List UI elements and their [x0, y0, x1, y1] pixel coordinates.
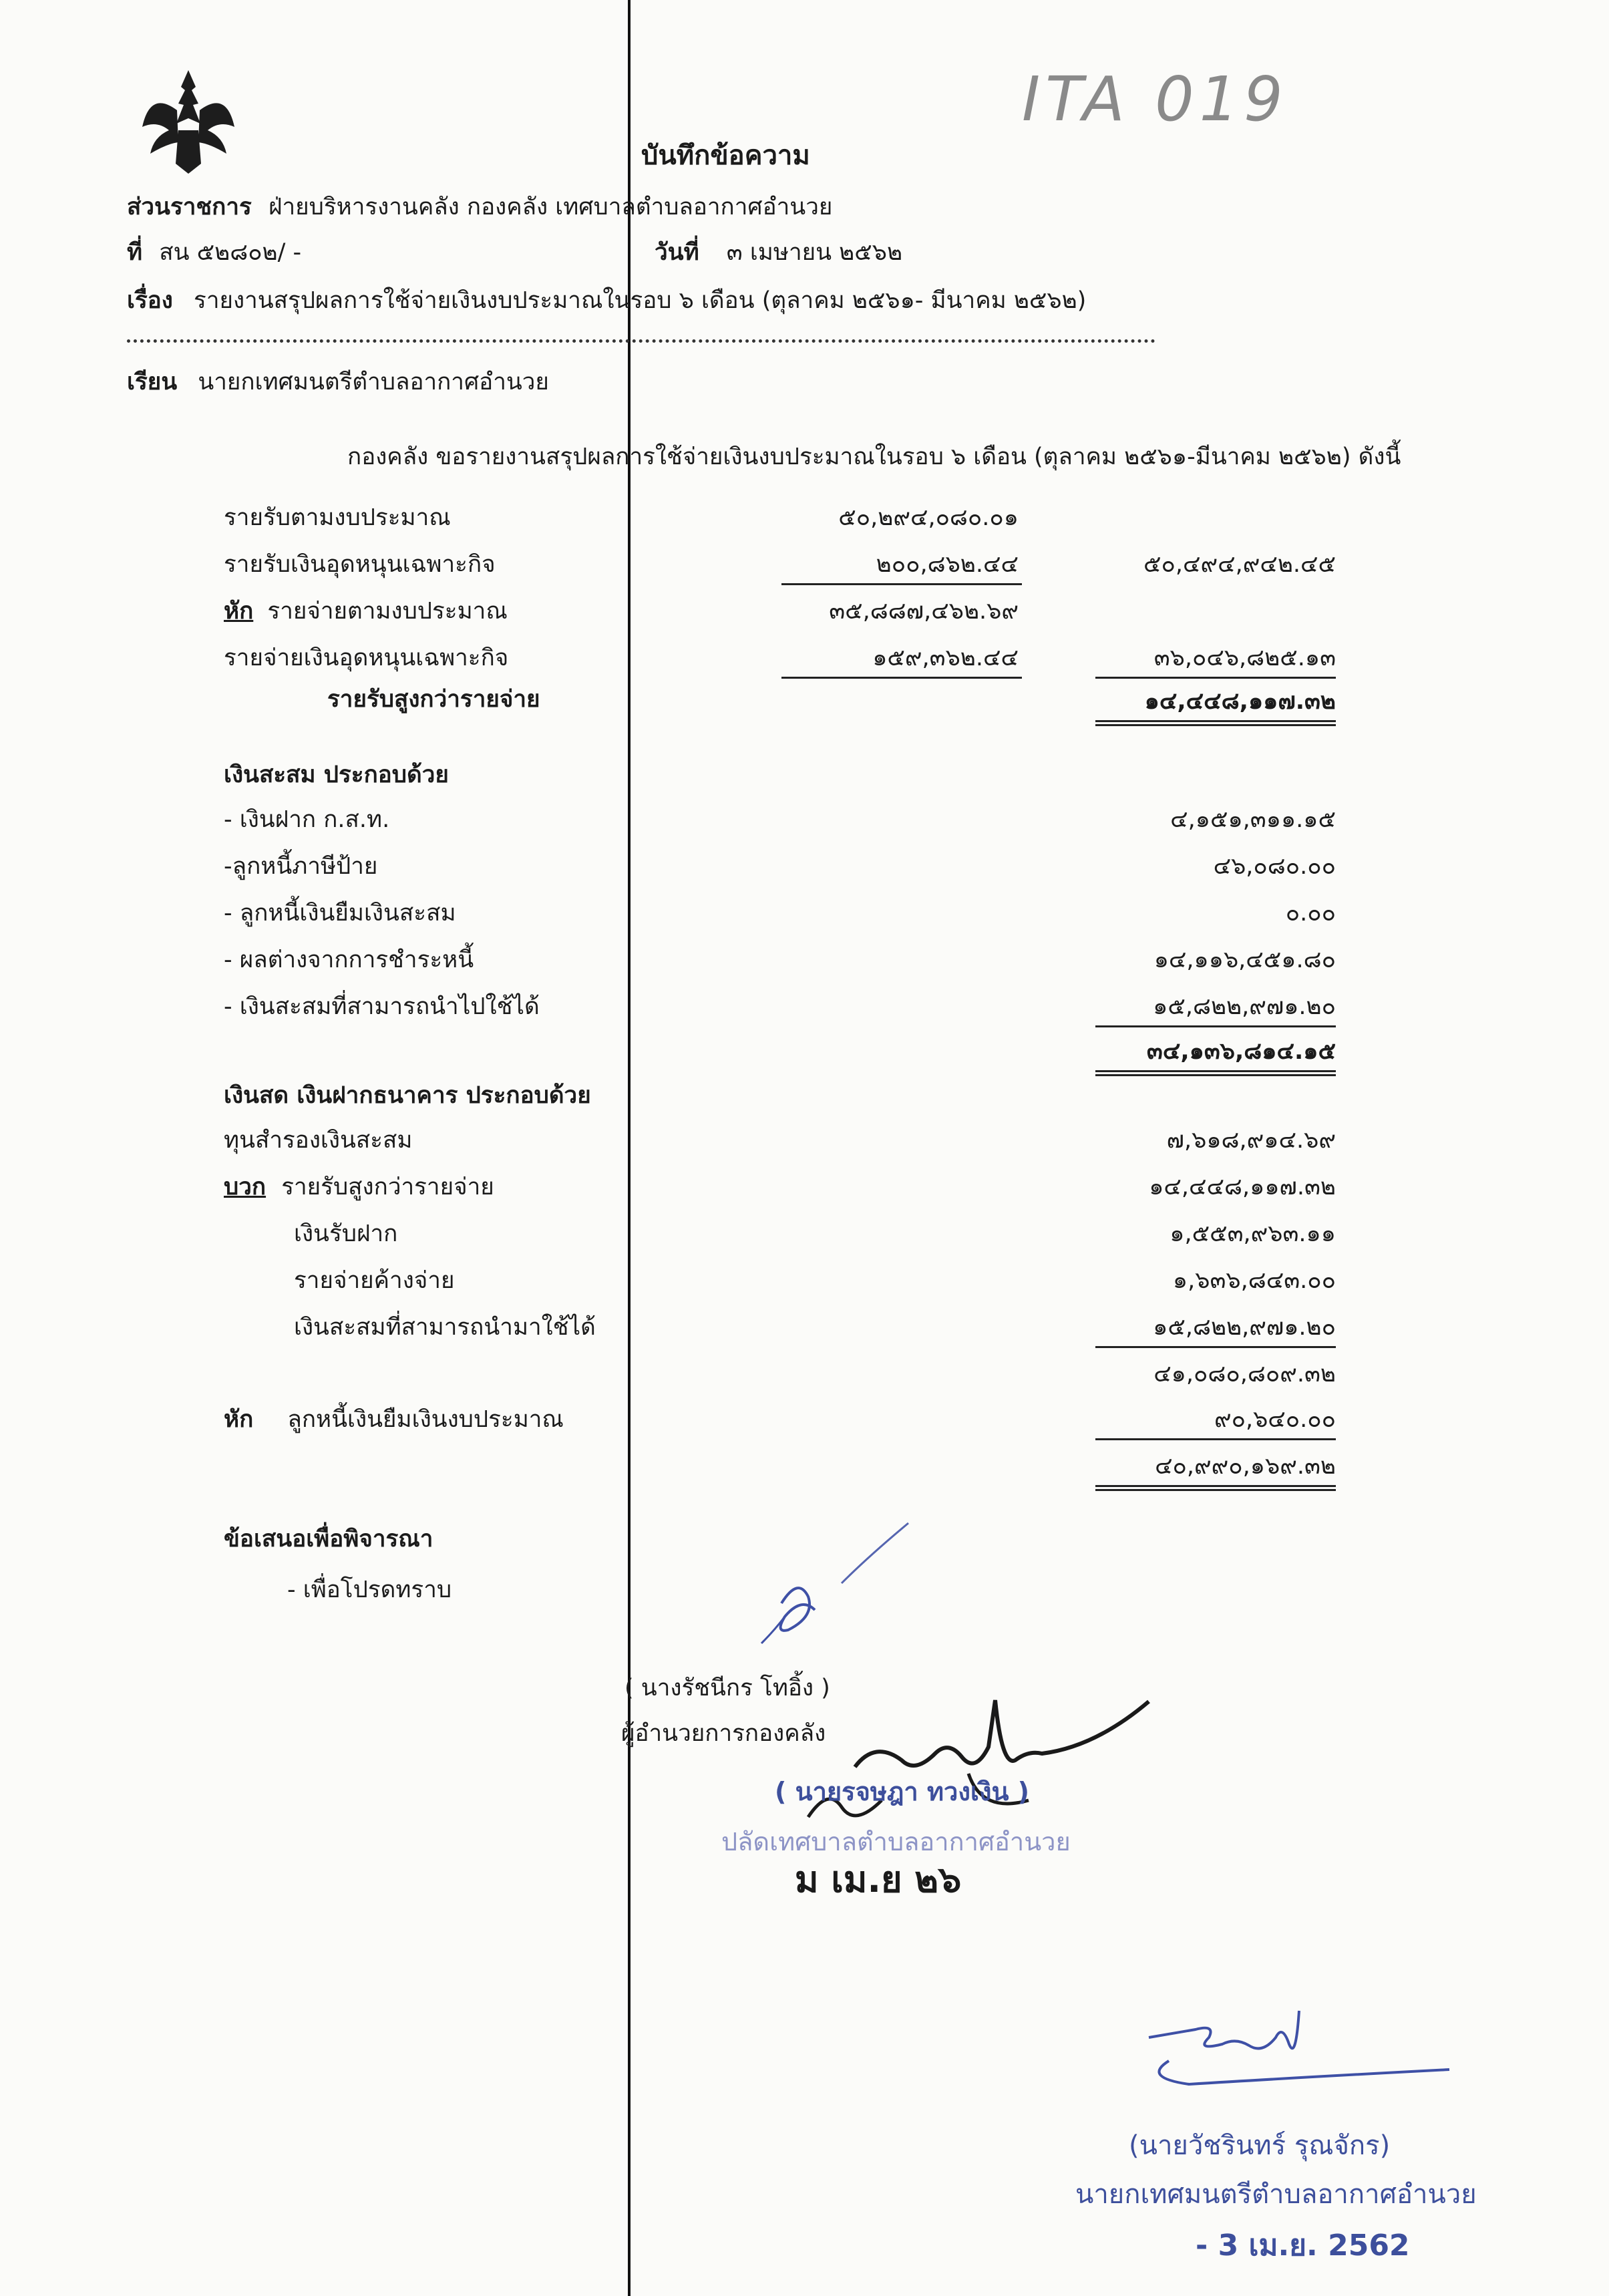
summary-total-double-underline	[1095, 720, 1336, 726]
savings-item-label: - เงินสะสมที่สามารถนำไปใช้ได้	[224, 993, 540, 1020]
signer1-position: ผู้อำนวยการกองคลัง	[621, 1720, 826, 1747]
proposal-heading: ข้อเสนอเพื่อพิจารณา	[224, 1526, 433, 1552]
stamp-name: ( นายรจษฎา ทวงเงิน )	[775, 1777, 1030, 1806]
savings-total-double-underline	[1095, 1070, 1336, 1076]
intro-paragraph: กองคลัง ขอรายงานสรุปผลการใช้จ่ายเงินงบประมาณในรอบ ๖ เดือน (ตุลาคม ๒๕๖๑-มีนาคม ๒๕๖๒) ดังนี้	[347, 444, 1401, 470]
cash-reserve-value: ๗,๖๑๘,๙๑๔.๖๙	[1166, 1127, 1336, 1154]
stamp-position: ปลัดเทศบาลตำบลอากาศอำนวย	[721, 1827, 1071, 1856]
summary-total-value: ๑๔,๔๔๘,๑๑๗.๓๒	[1144, 688, 1336, 715]
signature-director-icon	[735, 1516, 922, 1663]
cash-deduct-prefix: หัก	[224, 1406, 254, 1433]
deduct-prefix: หัก	[224, 598, 254, 625]
savings-item-label: - เงินฝาก ก.ส.ท.	[224, 806, 390, 833]
summary-row-label: รายจ่ายตามงบประมาณ	[267, 598, 508, 625]
signature-deputy-icon	[748, 1687, 1162, 1834]
savings-item-label: -ลูกหนี้ภาษีป้าย	[224, 853, 378, 880]
cash-deduct-line	[224, 1405, 564, 1434]
cash-sub-item-value: ๑๕,๘๒๒,๙๗๑.๒๐	[1153, 1314, 1336, 1341]
summary-row-col1: ๒๐๐,๘๖๒.๔๔	[876, 551, 1019, 578]
handwritten-code: ITA 019	[1022, 63, 1288, 135]
savings-item-label: - ลูกหนี้เงินยืมเงินสะสม	[224, 900, 456, 927]
agency-label: ส่วนราชการ	[127, 194, 252, 220]
cash-heading: เงินสด เงินฝากธนาคาร ประกอบด้วย	[224, 1082, 591, 1109]
savings-heading: เงินสะสม ประกอบด้วย	[224, 762, 449, 788]
date-label: วันที่	[655, 239, 699, 266]
to-value: นายกเทศมนตรีตำบลอากาศอำนวย	[198, 369, 549, 395]
ref-value: สน ๕๒๘๐๒/ -	[159, 239, 302, 266]
cash-deduct-label: ลูกหนี้เงินยืมเงินงบประมาณ	[287, 1406, 564, 1433]
col1-underline	[781, 677, 1022, 679]
summary-row-label: รายรับเงินอุดหนุนเฉพาะกิจ	[224, 551, 496, 578]
cash-total-double-underline	[1095, 1485, 1336, 1491]
savings-item-value: ๔,๑๕๑,๓๑๑.๑๕	[1170, 806, 1336, 833]
proposal-item: - เพื่อโปรดทราบ	[287, 1577, 452, 1603]
signer2-name: (นายวัชรินทร์ รุณจักร)	[1129, 2130, 1391, 2161]
cash-sub-item-value: ๑,๖๓๖,๘๔๓.๐๐	[1172, 1267, 1336, 1294]
cash-add-line	[224, 1172, 494, 1202]
add-prefix: บวก	[224, 1174, 266, 1200]
subject-value: รายงานสรุปผลการใช้จ่ายเงินงบประมาณในรอบ ๖ เดือน (ตุลาคม ๒๕๖๑- มีนาคม ๒๕๖๒)	[194, 287, 1087, 314]
signer2-date: - 3 เม.ย. 2562	[1196, 2229, 1410, 2263]
summary-row-label: รายรับตามงบประมาณ	[224, 504, 451, 531]
summary-row-col1: ๑๕๙,๓๖๒.๔๔	[872, 645, 1019, 671]
savings-item-value: ๑๔,๑๑๖,๔๕๑.๘๐	[1153, 947, 1336, 973]
cash-total: ๔๐,๙๙๐,๑๖๙.๓๒	[1155, 1453, 1336, 1480]
page-title: บันทึกข้อความ	[641, 140, 810, 171]
stamp-handwritten-date: ม เม.ย ๒๖	[795, 1858, 962, 1901]
signature-mayor-icon	[1122, 1997, 1456, 2104]
savings-item-value: ๐.๐๐	[1285, 900, 1336, 927]
col2-underline	[1095, 677, 1336, 679]
summary-total-label: รายรับสูงกว่ารายจ่าย	[327, 686, 540, 713]
savings-underline	[1095, 1025, 1336, 1027]
ref-line	[127, 238, 301, 267]
cash-sub-item-label: รายจ่ายค้างจ่าย	[294, 1267, 455, 1294]
summary-row-col2: ๓๖,๐๔๖,๘๒๕.๑๓	[1153, 645, 1336, 671]
agency-value: ฝ่ายบริหารงานคลัง กองคลัง เทศบาลตำบลอากาศอำนวย	[268, 194, 833, 220]
cash-deduct-underline	[1095, 1438, 1336, 1440]
cash-add-value: ๑๔,๔๔๘,๑๑๗.๓๒	[1149, 1174, 1336, 1200]
cash-add-label: รายรับสูงกว่ารายจ่าย	[281, 1174, 494, 1200]
summary-row-col1: ๕๐,๒๙๔,๐๘๐.๐๑	[838, 504, 1019, 531]
to-label: เรียน	[127, 369, 178, 395]
savings-item-value: ๑๕,๘๒๒,๙๗๑.๒๐	[1153, 993, 1336, 1020]
summary-row-col1: ๓๕,๘๘๗,๔๖๒.๖๙	[829, 598, 1019, 625]
cash-subtotal: ๔๑,๐๘๐,๘๐๙.๓๒	[1153, 1361, 1336, 1387]
savings-total: ๓๔,๑๓๖,๘๑๔.๑๕	[1146, 1038, 1336, 1065]
agency-line	[127, 192, 832, 222]
cash-underline	[1095, 1346, 1336, 1348]
date-value: ๓ เมษายน ๒๕๖๒	[726, 239, 903, 266]
cash-deduct-value: ๙๐,๖๔๐.๐๐	[1214, 1406, 1336, 1433]
cash-sub-item-label: เงินสะสมที่สามารถนำมาใช้ได้	[294, 1314, 596, 1341]
savings-item-value: ๔๖,๐๘๐.๐๐	[1213, 853, 1336, 880]
to-line	[127, 367, 549, 397]
cash-sub-item-label: เงินรับฝาก	[294, 1220, 398, 1247]
col1-underline	[781, 583, 1022, 585]
fold-line	[628, 0, 631, 2296]
cash-sub-item-value: ๑,๕๕๓,๙๖๓.๑๑	[1170, 1220, 1336, 1247]
garuda-emblem-icon	[137, 63, 240, 177]
subject-line	[127, 286, 1086, 315]
savings-item-label: - ผลต่างจากการชำระหนี้	[224, 947, 474, 973]
summary-row-label: รายจ่ายเงินอุดหนุนเฉพาะกิจ	[224, 645, 509, 671]
ref-label: ที่	[127, 239, 143, 266]
subject-label: เรื่อง	[127, 287, 173, 314]
signer2-position: นายกเทศมนตรีตำบลอากาศอำนวย	[1075, 2179, 1477, 2210]
header-dotted-divider	[127, 339, 1155, 343]
summary-row-deduct	[224, 597, 508, 626]
cash-reserve-label: ทุนสำรองเงินสะสม	[224, 1127, 413, 1154]
signer1-name: ( นางรัชนีกร โทอิ้ง )	[624, 1675, 830, 1701]
date-line	[655, 238, 902, 267]
summary-row-col2: ๕๐,๔๙๔,๙๔๒.๔๕	[1143, 551, 1336, 578]
